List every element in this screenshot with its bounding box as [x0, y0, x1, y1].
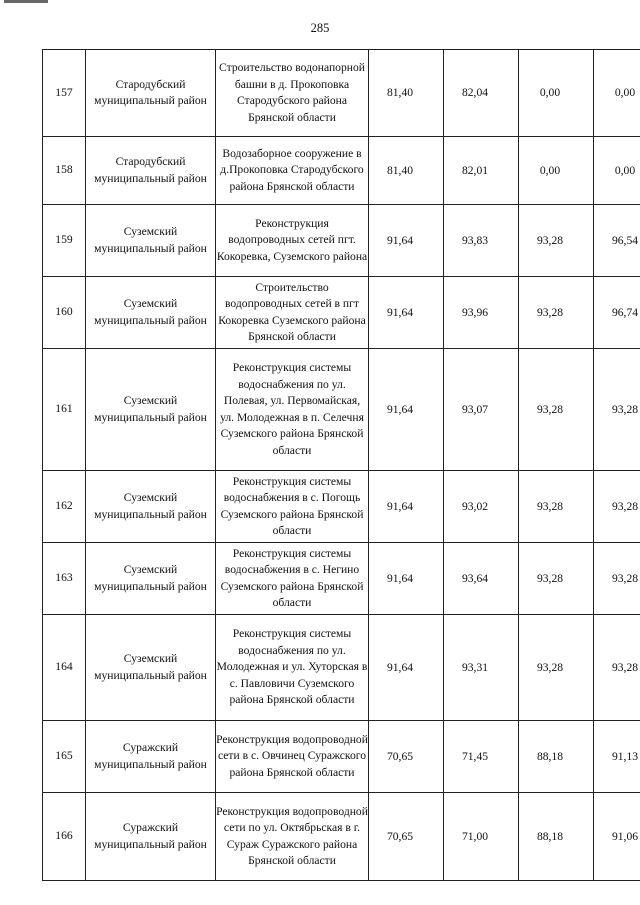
value-cell-4: 96,74: [594, 277, 640, 349]
row-number-cell: 159: [43, 205, 86, 277]
region-cell: Суражский муниципальный район: [86, 721, 216, 793]
value-cell-2: 82,01: [444, 137, 519, 205]
table-row: [43, 543, 640, 615]
value-cell-2: 82,04: [444, 50, 519, 137]
region-cell: Суземский муниципальный район: [86, 615, 216, 721]
value-cell-2: 93,07: [444, 349, 519, 471]
value-cell-1: 81,40: [369, 137, 444, 205]
table-row: [43, 137, 640, 205]
page-number: 285: [310, 21, 330, 35]
region-cell: Суземский муниципальный район: [86, 543, 216, 615]
region-cell: Суземский муниципальный район: [86, 349, 216, 471]
value-cell-2: 93,64: [444, 543, 519, 615]
object-cell: Строительство водонапорной башни в д. Прокоповка Стародубского района Брянской области: [216, 50, 369, 137]
value-cell-3: 93,28: [519, 277, 594, 349]
row-number-cell: 157: [43, 50, 86, 137]
value-cell-1: 91,64: [369, 349, 444, 471]
value-cell-3: 93,28: [519, 543, 594, 615]
object-cell: Реконструкция системы водоснабжения в с. Негино Суземского района Брянской области: [216, 543, 369, 615]
scan-corner-mark: [4, 0, 48, 3]
value-cell-1: 91,64: [369, 205, 444, 277]
value-cell-2: 93,31: [444, 615, 519, 721]
region-cell: Суземский муниципальный район: [86, 471, 216, 543]
region-cell: Стародубский муниципальный район: [86, 137, 216, 205]
table-row: [43, 50, 640, 137]
row-number-cell: 165: [43, 721, 86, 793]
value-cell-1: 91,64: [369, 277, 444, 349]
value-cell-2: 93,02: [444, 471, 519, 543]
value-cell-4: 0,00: [594, 137, 640, 205]
value-cell-1: 91,64: [369, 543, 444, 615]
value-cell-4: 91,13: [594, 721, 640, 793]
object-cell: Реконструкция водопроводных сетей пгт. Кокоревка, Суземского района: [216, 205, 369, 277]
value-cell-4: 91,06: [594, 793, 640, 881]
table-row: [43, 205, 640, 277]
value-cell-2: 93,96: [444, 277, 519, 349]
region-cell: Стародубский муниципальный район: [86, 50, 216, 137]
row-number-cell: 164: [43, 615, 86, 721]
region-cell: Суземский муниципальный район: [86, 277, 216, 349]
region-cell: Суражский муниципальный район: [86, 793, 216, 881]
value-cell-3: 93,28: [519, 471, 594, 543]
table-row: [43, 277, 640, 349]
row-number-cell: 162: [43, 471, 86, 543]
row-number-cell: 163: [43, 543, 86, 615]
value-cell-3: 93,28: [519, 615, 594, 721]
value-cell-4: 93,28: [594, 349, 640, 471]
object-cell: Реконструкция водопроводной сети по ул. Октябрьская в г. Сураж Суражского района Брянской области: [216, 793, 369, 881]
value-cell-3: 0,00: [519, 50, 594, 137]
table-row: [43, 349, 640, 471]
table-row: [43, 721, 640, 793]
object-cell: Водозаборное сооружение в д.Прокоповка Стародубского района Брянской области: [216, 137, 369, 205]
value-cell-1: 81,40: [369, 50, 444, 137]
table-row: [43, 615, 640, 721]
value-cell-4: 93,28: [594, 615, 640, 721]
value-cell-1: 91,64: [369, 471, 444, 543]
row-number-cell: 158: [43, 137, 86, 205]
row-number-cell: 166: [43, 793, 86, 881]
value-cell-3: 93,28: [519, 349, 594, 471]
object-cell: Реконструкция системы водоснабжения по ул. Полевая, ул. Первомайская, ул. Молодежная в п. Селечня Суземского района Брянской области: [216, 349, 369, 471]
value-cell-3: 88,18: [519, 793, 594, 881]
value-cell-2: 71,45: [444, 721, 519, 793]
objects-table: [42, 49, 640, 881]
value-cell-1: 91,64: [369, 615, 444, 721]
row-number-cell: 160: [43, 277, 86, 349]
object-cell: Строительство водопроводных сетей в пгт Кокоревка Суземского района Брянской области: [216, 277, 369, 349]
value-cell-4: 93,28: [594, 543, 640, 615]
value-cell-3: 88,18: [519, 721, 594, 793]
object-cell: Реконструкция системы водоснабжения по ул. Молодежная и ул. Хуторская в с. Павловичи Суземского района Брянской области: [216, 615, 369, 721]
table-row: [43, 793, 640, 881]
region-cell: Суземский муниципальный район: [86, 205, 216, 277]
object-cell: Реконструкция системы водоснабжения в с. Погощь Суземского района Брянской области: [216, 471, 369, 543]
value-cell-2: 93,83: [444, 205, 519, 277]
value-cell-1: 70,65: [369, 721, 444, 793]
value-cell-3: 0,00: [519, 137, 594, 205]
value-cell-1: 70,65: [369, 793, 444, 881]
object-cell: Реконструкция водопроводной сети в с. Овчинец Суражского района Брянской области: [216, 721, 369, 793]
value-cell-3: 93,28: [519, 205, 594, 277]
row-number-cell: 161: [43, 349, 86, 471]
value-cell-4: 0,00: [594, 50, 640, 137]
value-cell-4: 96,54: [594, 205, 640, 277]
table-row: [43, 471, 640, 543]
value-cell-4: 93,28: [594, 471, 640, 543]
value-cell-2: 71,00: [444, 793, 519, 881]
